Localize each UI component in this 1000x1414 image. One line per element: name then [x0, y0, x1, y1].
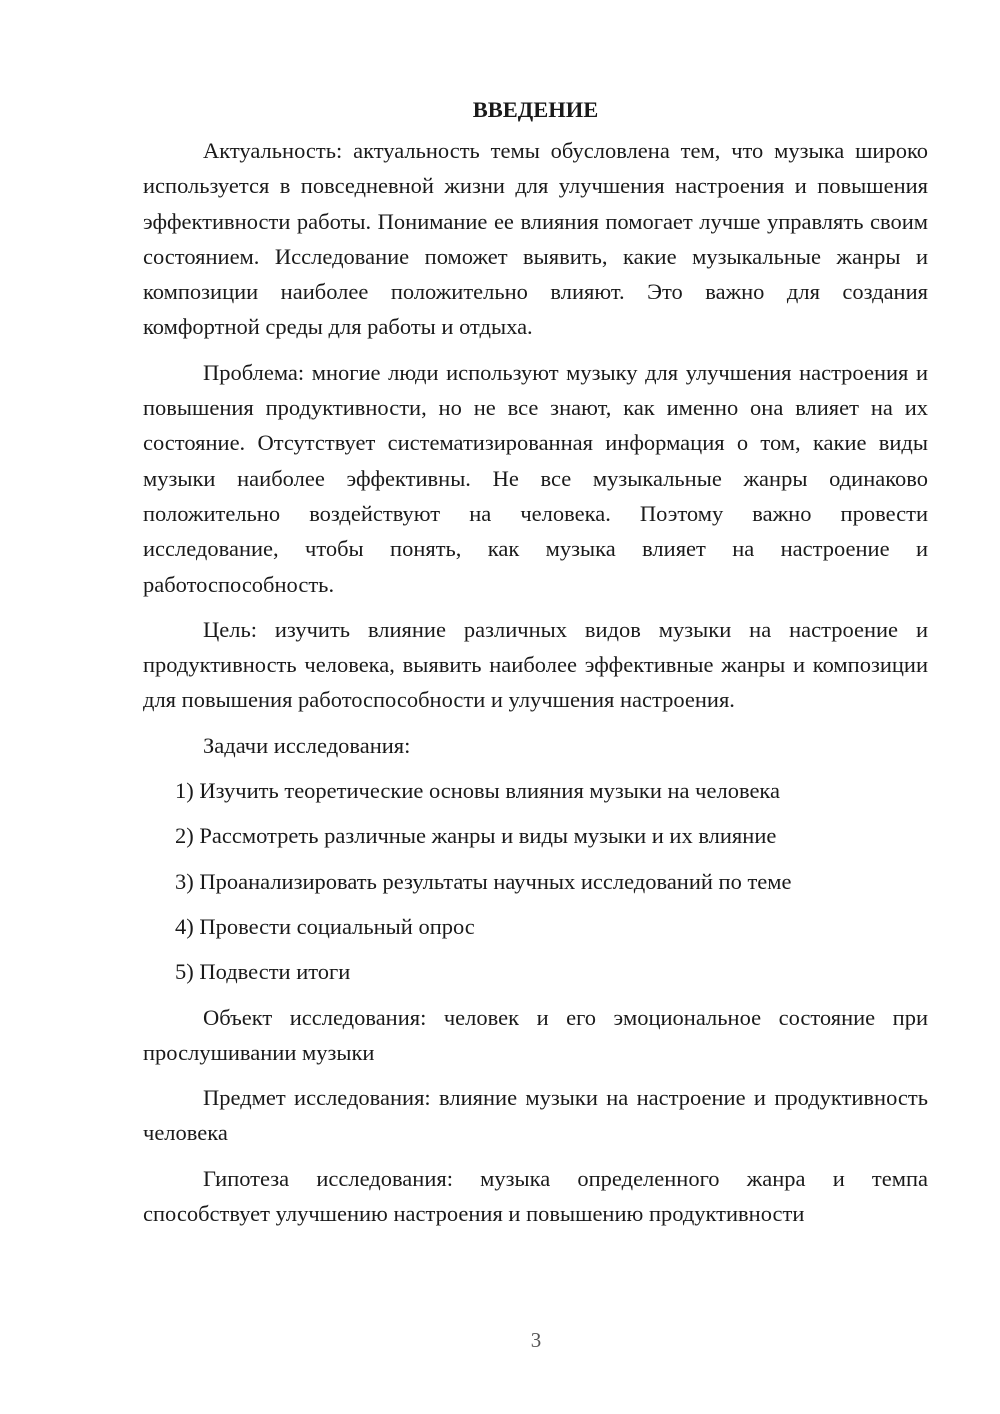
- task-item-1: 1) Изучить теоретические основы влияния музыки на человека: [175, 778, 781, 804]
- task-item-3: 3) Проанализировать результаты научных исследований по теме: [175, 868, 792, 894]
- tasks-list: [143, 773, 928, 989]
- relevance-paragraph: Актуальность: актуальность темы обусловлена тем, что музыка широко используется в повседневной жизни для улучшения настроения и повышения эффективности работы. Понимание ее влияния помогает лучше управлять своим состоянием. Исследование поможет выявить, какие музыкальные жанры и композиции наиболее положительно влияют. Это важно для создания комфортной среды для работы и отдыха.: [143, 138, 928, 340]
- tasks-heading: Задачи исследования:: [203, 732, 411, 758]
- goal-paragraph: Цель: изучить влияние различных видов музыки на настроение и продуктивность человека, выявить наиболее эффективные жанры и композиции для повышения работоспособности и улучшения настроения.: [143, 616, 928, 713]
- hypothesis-paragraph: Гипотеза исследования: музыка определенного жанра и темпа способствует улучшению настроения и повышению продуктивности: [143, 1165, 928, 1227]
- page-number: 3: [530, 1328, 542, 1352]
- task-item-5: 5) Подвести итоги: [175, 959, 351, 985]
- page-content: [143, 92, 928, 1241]
- task-item-2: 2) Рассмотреть различные жанры и виды музыки и их влияние: [175, 823, 777, 849]
- task-item-4: 4) Провести социальный опрос: [175, 913, 475, 939]
- section-title: ВВЕДЕНИЕ: [472, 97, 599, 122]
- problem-paragraph: Проблема: многие люди используют музыку для улучшения настроения и повышения продуктивности, но не все знают, как именно она влияет на их состояние. Отсутствует систематизированная информация о том, какие виды музыки наиболее эффективны. Не все музыкальные жанры одинаково положительно воздействуют на человека. Поэтому важно провести исследование, чтобы понять, как музыка влияет на настроение и работоспособность.: [143, 359, 928, 597]
- subject-paragraph: Предмет исследования: влияние музыки на настроение и продуктивность человека: [143, 1085, 928, 1146]
- object-paragraph: Объект исследования: человек и его эмоциональное состояние при прослушивании музыки: [143, 1004, 928, 1065]
